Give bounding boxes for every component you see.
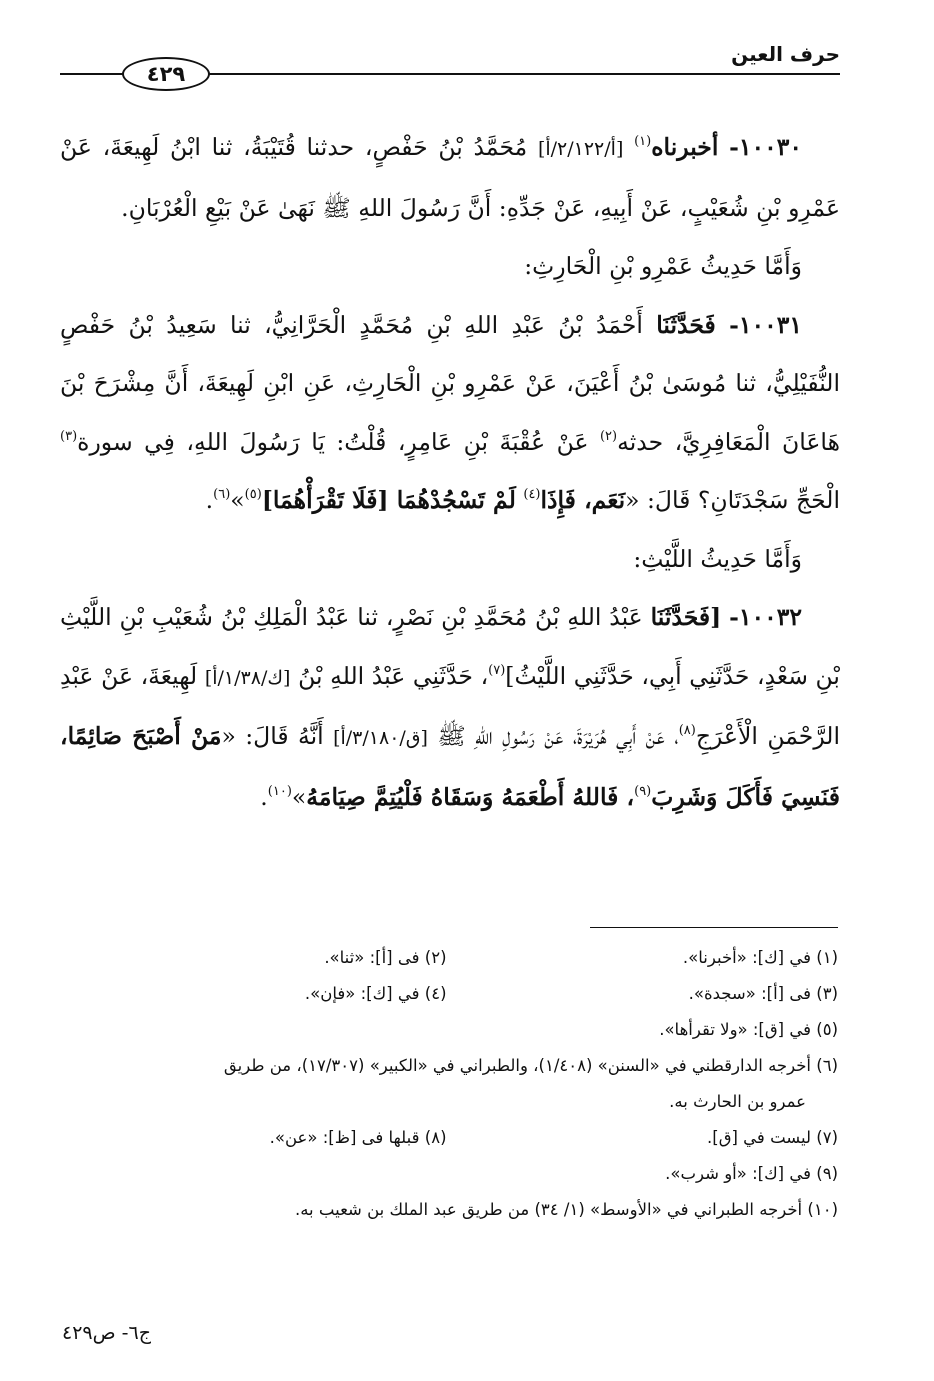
footnote-row <box>55 1120 838 1156</box>
hadith-text: . <box>205 486 214 514</box>
hadith-text: مُحَمَّدُ بْنُ حَفْصٍ، حدثنا قُتَيْبَةُ، ثنا ابْنُ لَهِيعَةَ، عَنْ عَمْرِو بْنِ شُعَيْبٍ، عَنْ أَبِيهِ، عَنْ جَدِّهِ: أَنَّ رَسُولَ اللهِ ﷺ نَهَىٰ عَنْ بَيْعِ الْعُرْبَانِ. <box>60 133 840 222</box>
main-text <box>60 118 840 826</box>
running-title: حرف العين <box>731 42 840 66</box>
section-heading-layth: وَأَمَّا حَدِيثُ اللَّيْثِ: <box>633 544 802 573</box>
page-number-badge: ٤٢٩ <box>122 57 210 91</box>
hadith-text: لَهِيعَةَ، عَنْ عَبْدِ الرَّحْمَنِ الْأَعْرَجِ <box>60 661 840 750</box>
footnote-6: (٦) أخرجه الدارقطني في «السنن» (١/٤٠٨)، والطبراني في «الكبير» (١٧/٣٠٧)، من طريق <box>223 1056 838 1075</box>
footnote-marker: (٧) <box>488 662 506 678</box>
footnote-10: (١٠) أخرجه الطبراني في «الأوسط» (١/ ٣٤) من طريق عبد الملك بن شعيب به. <box>294 1200 838 1219</box>
section-heading-amr: وَأَمَّا حَدِيثُ عَمْرِو بْنِ الْحَارِثِ: <box>524 252 802 280</box>
manuscript-ref: [أ/٢/١٢٢/أ] <box>537 138 624 160</box>
page-header <box>60 40 840 90</box>
footnote-marker: (١٠) <box>267 783 292 799</box>
prophetic-text: مَنْ أَصْبَحَ صَائِمًا، فَنَسِيَ فَأَكَلَ وَشَرِبَ <box>60 722 840 811</box>
hadith-text: الْحَجِّ سَجْدَتَانِ؟ قَالَ: « <box>625 486 840 514</box>
prophetic-text: نَعَم، فَإِذَا <box>540 486 626 514</box>
hadith-text: ، حَدَّثَنِي عَبْدُ اللهِ بْنُ <box>298 661 489 690</box>
narration-lead: أخبرناه <box>651 133 719 161</box>
footnote-marker: (٣) <box>60 428 78 444</box>
hadith-text: عَبْدُ اللهِ بْنُ مُحَمَّدِ بْنِ نَصْرٍ، ثنا عَبْدُ الْمَلِكِ بْنُ شُعَيْبِ بْنِ اللَّيْثِ بْنِ سَعْدٍ، حَدَّثَنِي أَبِي، حَدَّثَنِي اللَّيْثُ] <box>60 603 840 690</box>
hadith-number: ١٠٠٣١- <box>729 310 802 339</box>
footnote-1: (١) في [ك]: «أخبرنا». <box>682 948 838 967</box>
hadith-10032 <box>60 588 840 826</box>
footnote-marker: (٢) <box>599 428 618 444</box>
footnote-marker: (٨) <box>678 723 696 738</box>
hadith-text: ، عَنْ أَبِي هُرَيْرَةَ، عَنْ رَسُولِ اللهِ ﷺ <box>437 722 679 750</box>
footnote-3: (٣) فى [أ]: «سجدة». <box>688 984 838 1003</box>
footnote-7: (٧) ليست في [ق]. <box>707 1128 838 1147</box>
footnote-4: (٤) في [ك]: «فإن». <box>304 984 447 1003</box>
footnote-marker: (١) <box>634 134 652 149</box>
hadith-text: أَحْمَدُ بْنُ عَبْدِ اللهِ بْنِ مُحَمَّدٍ الْحَرَّانِيُّ، ثنا سَعِيدُ بْنُ حَفْصٍ النُّفَيْلِيُّ، ثنا مُوسَىٰ بْنُ أَعْيَنَ، عَنْ عَمْرِو بْنِ الْحَارِثِ، عَنِ ابْنِ لَهِيعَةَ، أَنَّ مِشْرَحَ بْنَ هَاعَانَ الْمَعَافِرِيَّ، حدثه <box>60 310 840 456</box>
footnote-marker: (٤) <box>523 487 541 502</box>
hadith-10031 <box>60 296 840 530</box>
hadith-text: . <box>260 782 268 811</box>
footnote-rule <box>590 927 838 928</box>
manuscript-ref: [ك/١/٣٨/أ] <box>204 666 291 689</box>
footnote-9: (٩) في [ك]: «أو شرب». <box>665 1164 838 1183</box>
footnote-5: (٥) في [ق]: «ولا تقرأها». <box>659 1020 838 1039</box>
hadith-text: أَنَّهُ قَالَ: « <box>221 722 324 750</box>
footnotes <box>55 940 838 1228</box>
prophetic-text: ، فَاللهُ أَطْعَمَهُ وَسَقَاهُ فَلْيُتِمَّ صِيَامَهُ <box>306 782 635 811</box>
footnote-marker: (٦) <box>213 487 231 502</box>
hadith-text: » <box>230 486 245 514</box>
footnote-marker: (٥) <box>244 487 262 502</box>
hadith-text: » <box>291 782 307 811</box>
footnote-6-continued: عمرو بن الحارث به. <box>669 1092 806 1111</box>
hadith-10030 <box>60 118 840 237</box>
hadith-number: ١٠٠٣٠- <box>729 133 802 161</box>
footnote-row <box>55 976 838 1012</box>
narration-lead: فَحَدَّثَنَا <box>656 310 716 339</box>
footnote-2: (٢) فى [أ]: «ثنا». <box>324 948 447 967</box>
hadith-number: ١٠٠٣٢- <box>729 603 802 631</box>
hadith-text: عَنْ عُقْبَةَ بْنِ عَامِرٍ، قُلْتُ: يَا رَسُولَ اللهِ، فِي سورة <box>77 427 589 456</box>
footnote-8: (٨) قبلها فى [ظ]: «عن». <box>269 1128 447 1147</box>
manuscript-ref: [ق/٣/١٨٠/أ] <box>333 727 428 749</box>
prophetic-text: لَمْ تَسْجُدْهُمَا [فَلَا تَقْرَأْهُمَا] <box>261 486 516 514</box>
narration-lead: [فَحَدَّثَنَا <box>650 603 722 631</box>
footnote-row <box>55 940 838 976</box>
volume-page-footer: ج٦- ص٤٢٩ <box>62 1322 151 1344</box>
footnote-marker: (٩) <box>634 783 652 799</box>
